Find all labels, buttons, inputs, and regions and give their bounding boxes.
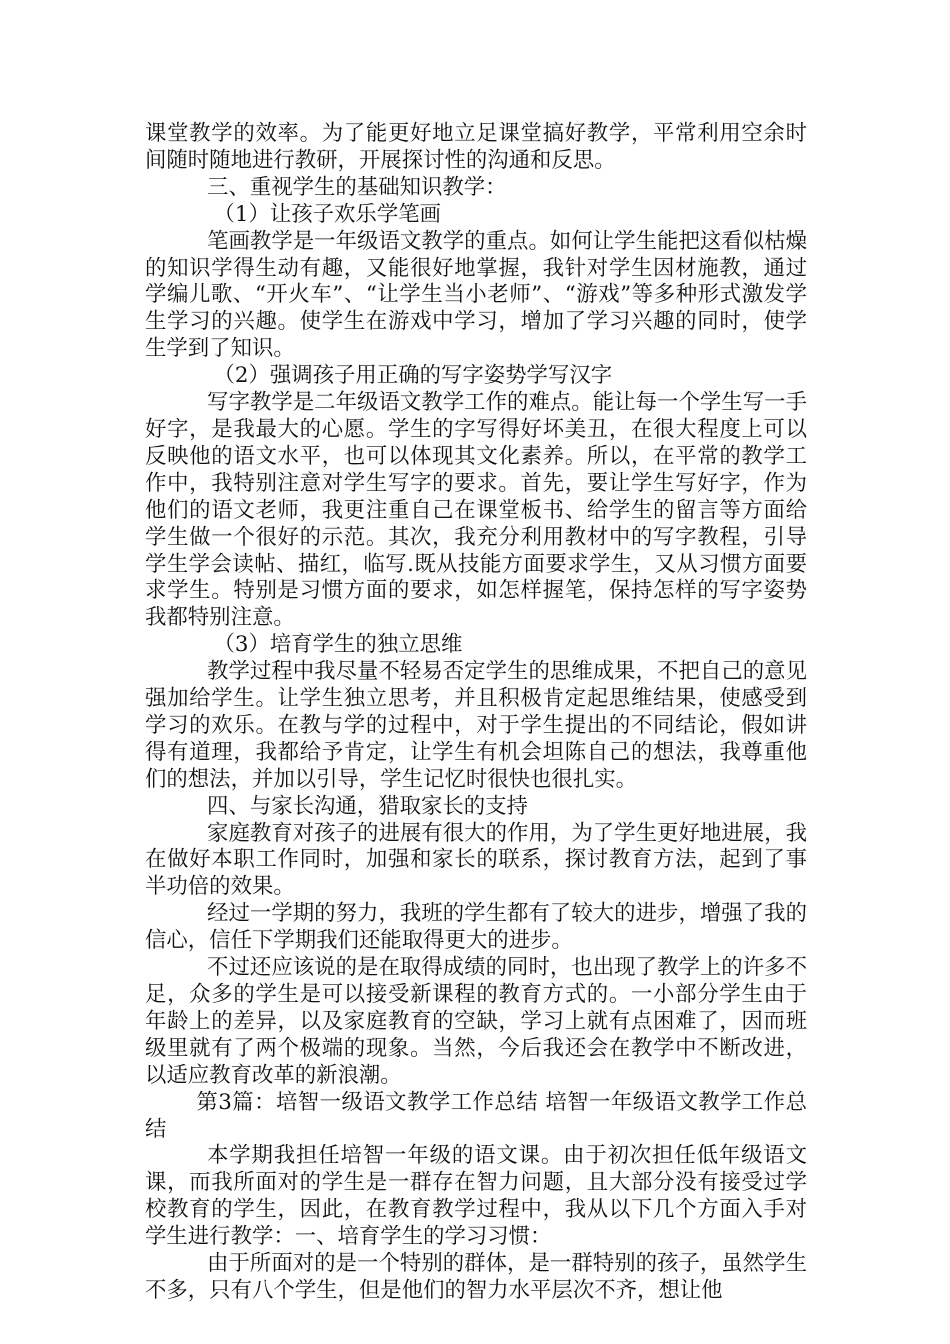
paragraph-writing: 写字教学是二年级语文教学工作的难点。能让每一个学生写一手好字，是我最大的心愿。学生的字写得好坏美丑，在很大程度上可以反映他的语文水平，也可以体现其文化素养。所以，在平常的教学工作中，我特别注意对学生写字的要求。首先，要让学生写好字，作为他们的语文老师，我更注重自己在课堂板书、给学生的留言等方面给学生做一个很好的示范。其次，我充分利用教材中的写字教程，引导学生学会读帖、描红，临写.既从技能方面要求学生，又从习惯方面要求学生。特别是习惯方面的要求，如怎样握笔，保持怎样的写字姿势我都特别注意。 [145,390,807,631]
article-title: 第3篇：培智一级语文教学工作总结 培智一年级语文教学工作总结 [145,1089,807,1142]
paragraph-intro: 本学期我担任培智一年级的语文课。由于初次担任低年级语文课，而我所面对的学生是一群存在智力问题，且大部分没有接受过学校教育的学生，因此，在教育教学过程中，我从以下几个方面入手对学生进行教学：一、培育学生的学习习惯： [145,1143,807,1250]
paragraph-thinking: 教学过程中我尽量不轻易否定学生的思维成果，不把自己的意见强加给学生。让学生独立思考，并且积极肯定起思维结果，使感受到学习的欢乐。在教与学的过程中，对于学生提出的不同结论，假如讲得有道理，我都给予肯定，让学生有机会坦陈自己的想法，我尊重他们的想法，并加以引导，学生记忆时很快也很扎实。 [145,659,807,792]
subheading-3: （3）培育学生的独立思维 [213,632,463,658]
paragraph-strokes: 笔画教学是一年级语文教学的重点。如何让学生能把这看似枯燥的知识学得生动有趣，又能很好地掌握，我针对学生因材施教，通过学编儿歌、“开火车”、“让学生当小老师”、“游戏”等多种形式激发学生学习的兴趣。使学生在游戏中学习，增加了学习兴趣的同时，使学生学到了知识。 [145,228,807,362]
subheading-1: （1）让孩子欢乐学笔画 [213,201,441,227]
paragraph-progress: 经过一学期的努力，我班的学生都有了较大的进步，增强了我的信心，信任下学期我们还能取得更大的进步。 [145,901,807,954]
section-heading-3: 三、重视学生的基础知识教学： [207,174,507,200]
paragraph-family: 家庭教育对孩子的进展有很大的作用，为了学生更好地进展，我在做好本职工作同时，加强和家长的联系，探讨教育方法，起到了事半功倍的效果。 [145,820,807,900]
paragraph-continuation: 课堂教学的效率。为了能更好地立足课堂搞好教学，平常利用空余时间随时随地进行教研，开展探讨性的沟通和反思。 [145,121,807,173]
section-heading-4: 四、与家长沟通，猎取家长的支持 [207,793,528,819]
subheading-2: （2）强调孩子用正确的写字姿势学写汉字 [213,363,613,389]
document-page [145,121,807,1305]
paragraph-shortcomings: 不过还应该说的是在取得成绩的同时，也出现了教学上的许多不足，众多的学生是可以接受新课程的教育方式的。一小部分学生由于年龄上的差异，以及家庭教育的空缺，学习上就有点困难了，因而班级里就有了两个极端的现象。当然，今后我还会在教学中不断改进，以适应教育改革的新浪潮。 [145,955,807,1088]
paragraph-habits: 由于所面对的是一个特别的群体，是一群特别的孩子，虽然学生不多，只有八个学生，但是他们的智力水平层次不齐，想让他 [145,1251,807,1303]
